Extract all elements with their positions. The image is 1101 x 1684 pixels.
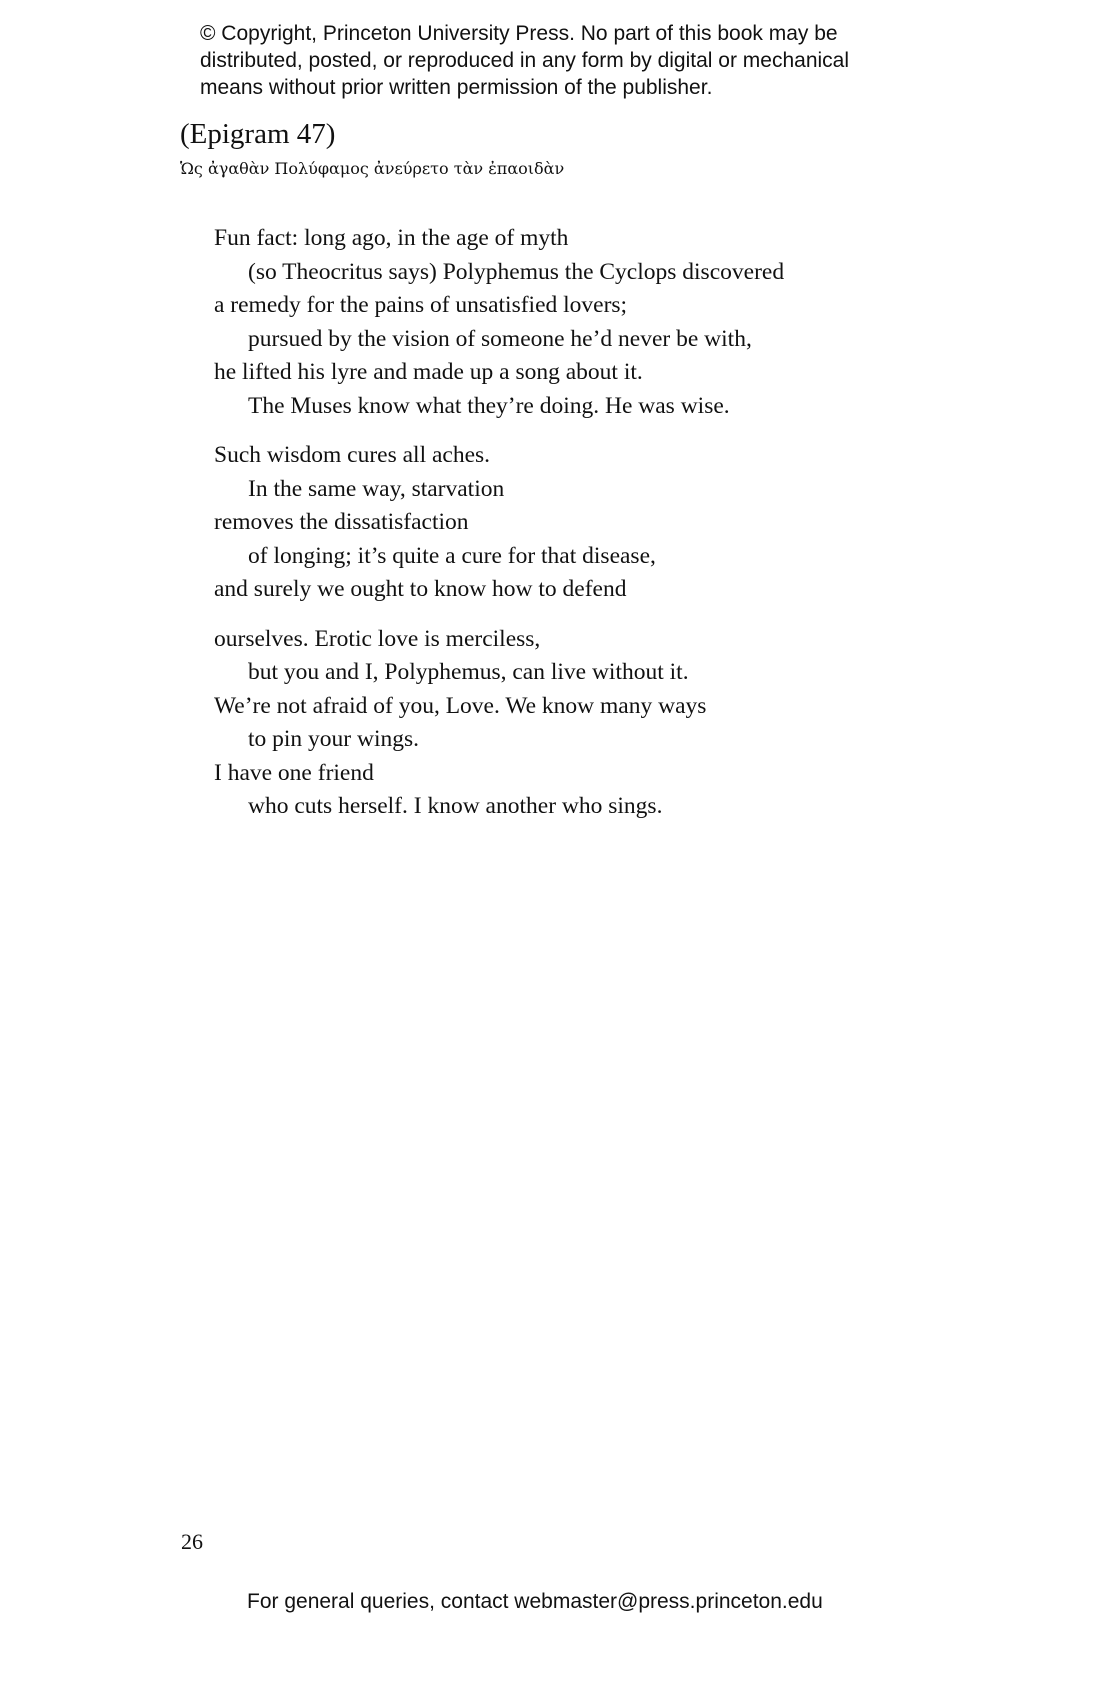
greek-epigraph: Ὡς ἀγαθὰν Πολύφαμος ἀνεύρετο τὰν ἐπαοιδὰν bbox=[180, 159, 565, 178]
poem-line: pursued by the vision of someone he’d never be with, bbox=[248, 325, 752, 352]
copyright-line: means without prior written permission of the publisher. bbox=[200, 76, 713, 99]
poem-line: he lifted his lyre and made up a song about it. bbox=[214, 359, 643, 385]
poem-line: removes the dissatisfaction bbox=[214, 509, 469, 535]
poem-line: I have one friend bbox=[214, 759, 374, 786]
copyright-line: distributed, posted, or reproduced in any form by digital or mechanical bbox=[200, 49, 850, 72]
copyright-notice bbox=[200, 20, 920, 101]
poem-line: We’re not afraid of you, Love. We know many ways bbox=[214, 692, 707, 719]
poem-line: Such wisdom cures all aches. bbox=[214, 442, 491, 468]
poem-line: In the same way, starvation bbox=[248, 475, 505, 502]
footer-contact: For general queries, contact webmaster@press.princeton.edu bbox=[247, 1590, 823, 1613]
poem-line: of longing; it’s quite a cure for that disease, bbox=[248, 542, 656, 569]
copyright-line: © Copyright, Princeton University Press. No part of this book may be bbox=[200, 22, 838, 45]
poem-line: who cuts herself. I know another who sings. bbox=[248, 793, 663, 819]
poem-body bbox=[214, 222, 1014, 840]
stanza bbox=[214, 222, 1014, 423]
poem-line: The Muses know what they’re doing. He was wise. bbox=[248, 392, 730, 419]
poem-line: Fun fact: long ago, in the age of myth bbox=[214, 225, 569, 251]
poem-line: to pin your wings. bbox=[248, 726, 420, 752]
poem-line: ourselves. Erotic love is merciless, bbox=[214, 625, 541, 652]
poem-line: (so Theocritus says) Polyphemus the Cyclops discovered bbox=[248, 258, 785, 285]
stanza bbox=[214, 623, 1014, 824]
page-number: 26 bbox=[181, 1529, 203, 1554]
poem-line: a remedy for the pains of unsatisfied lovers; bbox=[214, 292, 628, 318]
poem-line: but you and I, Polyphemus, can live without it. bbox=[248, 659, 689, 685]
poem-line: and surely we ought to know how to defend bbox=[214, 576, 627, 602]
poem-title: (Epigram 47) bbox=[180, 118, 336, 150]
stanza bbox=[214, 439, 1014, 607]
